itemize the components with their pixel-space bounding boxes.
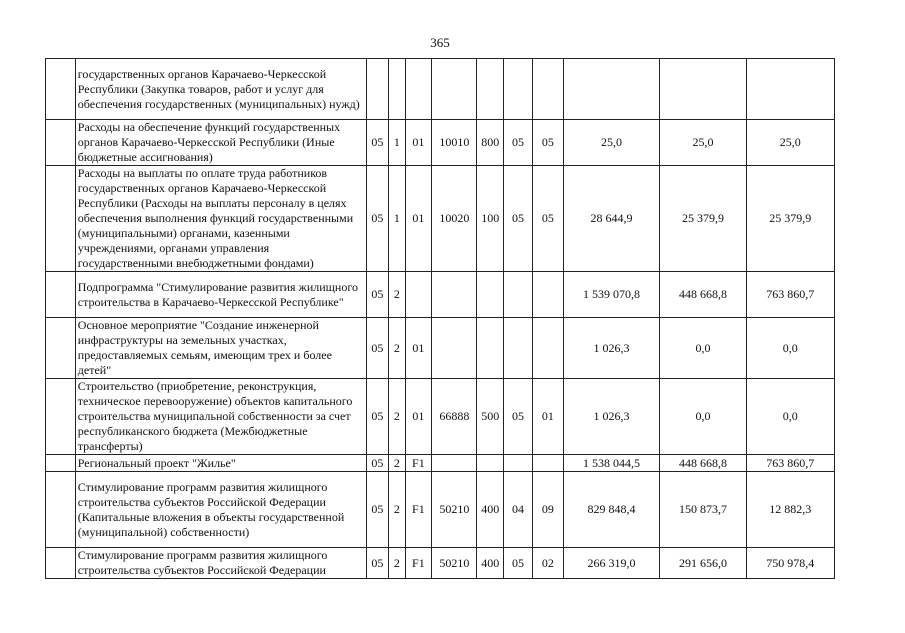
- value-cell: 25,0: [660, 120, 746, 166]
- value-cell: 763 860,7: [746, 455, 834, 472]
- code-cell: F1: [405, 472, 432, 548]
- value-cell: 266 319,0: [563, 548, 660, 579]
- code-cell: F1: [405, 548, 432, 579]
- code-cell: 66888: [432, 379, 477, 455]
- code-cell: [477, 272, 504, 318]
- code-cell: [432, 59, 477, 120]
- code-cell: 05: [366, 120, 389, 166]
- code-cell: 2: [389, 272, 405, 318]
- value-cell: [660, 59, 746, 120]
- row-name: Основное мероприятие "Создание инженерной инфраструктуры на земельных участках, предоставляемых семьям, имеющим трех и более детей": [75, 318, 366, 379]
- code-cell: 05: [366, 318, 389, 379]
- code-cell: 10010: [432, 120, 477, 166]
- row-name: Расходы на выплаты по оплате труда работников государственных органов Карачаево-Черкесской Республики (Расходы на выплаты персоналу в целях обеспечения выполнения функций государственными (муниципальными) органами, казенными учреждениями, органами управления государственными внебюджетными фондами): [75, 166, 366, 272]
- value-cell: [563, 59, 660, 120]
- code-cell: 100: [477, 166, 504, 272]
- code-cell: 2: [389, 548, 405, 579]
- value-cell: 0,0: [746, 318, 834, 379]
- code-cell: 02: [532, 548, 563, 579]
- row-name: государственных органов Карачаево-Черкесской Республики (Закупка товаров, работ и услуг для обеспечения государственных (муниципальных) нужд): [75, 59, 366, 120]
- table-row: [46, 472, 835, 548]
- code-cell: 05: [504, 166, 533, 272]
- code-cell: [432, 455, 477, 472]
- value-cell: 1 539 070,8: [563, 272, 660, 318]
- code-cell: 1: [389, 120, 405, 166]
- value-cell: 25 379,9: [660, 166, 746, 272]
- value-cell: 25 379,9: [746, 166, 834, 272]
- value-cell: [746, 59, 834, 120]
- value-cell: 291 656,0: [660, 548, 746, 579]
- blank-cell: [46, 120, 76, 166]
- value-cell: 1 026,3: [563, 318, 660, 379]
- code-cell: [432, 272, 477, 318]
- row-name: Стимулирование программ развития жилищного строительства субъектов Российской Федерации (Капитальные вложения в объекты государственной (муниципальной) собственности): [75, 472, 366, 548]
- code-cell: 01: [405, 120, 432, 166]
- code-cell: 01: [532, 379, 563, 455]
- code-cell: 500: [477, 379, 504, 455]
- value-cell: 150 873,7: [660, 472, 746, 548]
- code-cell: 09: [532, 472, 563, 548]
- blank-cell: [46, 472, 76, 548]
- code-cell: [477, 318, 504, 379]
- code-cell: [504, 272, 533, 318]
- blank-cell: [46, 166, 76, 272]
- code-cell: [432, 318, 477, 379]
- table-row: [46, 548, 835, 579]
- budget-table: [45, 58, 835, 579]
- code-cell: 05: [504, 379, 533, 455]
- code-cell: 04: [504, 472, 533, 548]
- value-cell: 1 026,3: [563, 379, 660, 455]
- value-cell: 25,0: [746, 120, 834, 166]
- code-cell: 05: [366, 379, 389, 455]
- value-cell: 763 860,7: [746, 272, 834, 318]
- code-cell: 05: [532, 166, 563, 272]
- code-cell: [477, 455, 504, 472]
- code-cell: 10020: [432, 166, 477, 272]
- code-cell: [504, 318, 533, 379]
- code-cell: 400: [477, 472, 504, 548]
- blank-cell: [46, 318, 76, 379]
- code-cell: [532, 272, 563, 318]
- value-cell: 0,0: [660, 318, 746, 379]
- code-cell: [532, 318, 563, 379]
- code-cell: F1: [405, 455, 432, 472]
- code-cell: 800: [477, 120, 504, 166]
- table-row: [46, 166, 835, 272]
- table-row: [46, 455, 835, 472]
- code-cell: 01: [405, 318, 432, 379]
- code-cell: 05: [504, 120, 533, 166]
- code-cell: [532, 455, 563, 472]
- code-cell: [532, 59, 563, 120]
- table-row: [46, 318, 835, 379]
- code-cell: [405, 59, 432, 120]
- code-cell: 01: [405, 166, 432, 272]
- blank-cell: [46, 272, 76, 318]
- value-cell: 0,0: [746, 379, 834, 455]
- code-cell: 05: [366, 472, 389, 548]
- value-cell: 25,0: [563, 120, 660, 166]
- code-cell: 2: [389, 455, 405, 472]
- code-cell: 01: [405, 379, 432, 455]
- row-name: Строительство (приобретение, реконструкция, техническое перевооружение) объектов капитального строительства муниципальной собственности за счет республиканского бюджета (Межбюджетные трансферты): [75, 379, 366, 455]
- value-cell: 1 538 044,5: [563, 455, 660, 472]
- code-cell: 1: [389, 166, 405, 272]
- code-cell: 400: [477, 548, 504, 579]
- blank-cell: [46, 59, 76, 120]
- row-name: Подпрограмма "Стимулирование развития жилищного строительства в Карачаево-Черкесской Республике": [75, 272, 366, 318]
- code-cell: 05: [366, 548, 389, 579]
- value-cell: 829 848,4: [563, 472, 660, 548]
- code-cell: [504, 455, 533, 472]
- code-cell: 50210: [432, 472, 477, 548]
- row-name: Расходы на обеспечение функций государственных органов Карачаево-Черкесской Республики (Иные бюджетные ассигнования): [75, 120, 366, 166]
- code-cell: 05: [366, 166, 389, 272]
- value-cell: 0,0: [660, 379, 746, 455]
- code-cell: [405, 272, 432, 318]
- code-cell: [366, 59, 389, 120]
- value-cell: 750 978,4: [746, 548, 834, 579]
- code-cell: 50210: [432, 548, 477, 579]
- code-cell: 05: [532, 120, 563, 166]
- value-cell: 448 668,8: [660, 272, 746, 318]
- value-cell: 12 882,3: [746, 472, 834, 548]
- table-row: [46, 379, 835, 455]
- value-cell: 28 644,9: [563, 166, 660, 272]
- blank-cell: [46, 379, 76, 455]
- code-cell: 05: [504, 548, 533, 579]
- row-name: Стимулирование программ развития жилищного строительства субъектов Российской Федерации: [75, 548, 366, 579]
- code-cell: 2: [389, 379, 405, 455]
- blank-cell: [46, 548, 76, 579]
- code-cell: [504, 59, 533, 120]
- code-cell: 2: [389, 472, 405, 548]
- value-cell: 448 668,8: [660, 455, 746, 472]
- code-cell: [477, 59, 504, 120]
- row-name: Региональный проект "Жилье": [75, 455, 366, 472]
- code-cell: 2: [389, 318, 405, 379]
- table-row: [46, 59, 835, 120]
- code-cell: 05: [366, 455, 389, 472]
- code-cell: 05: [366, 272, 389, 318]
- table-row: [46, 120, 835, 166]
- code-cell: [389, 59, 405, 120]
- page-number: 365: [430, 35, 450, 50]
- blank-cell: [46, 455, 76, 472]
- table-row: [46, 272, 835, 318]
